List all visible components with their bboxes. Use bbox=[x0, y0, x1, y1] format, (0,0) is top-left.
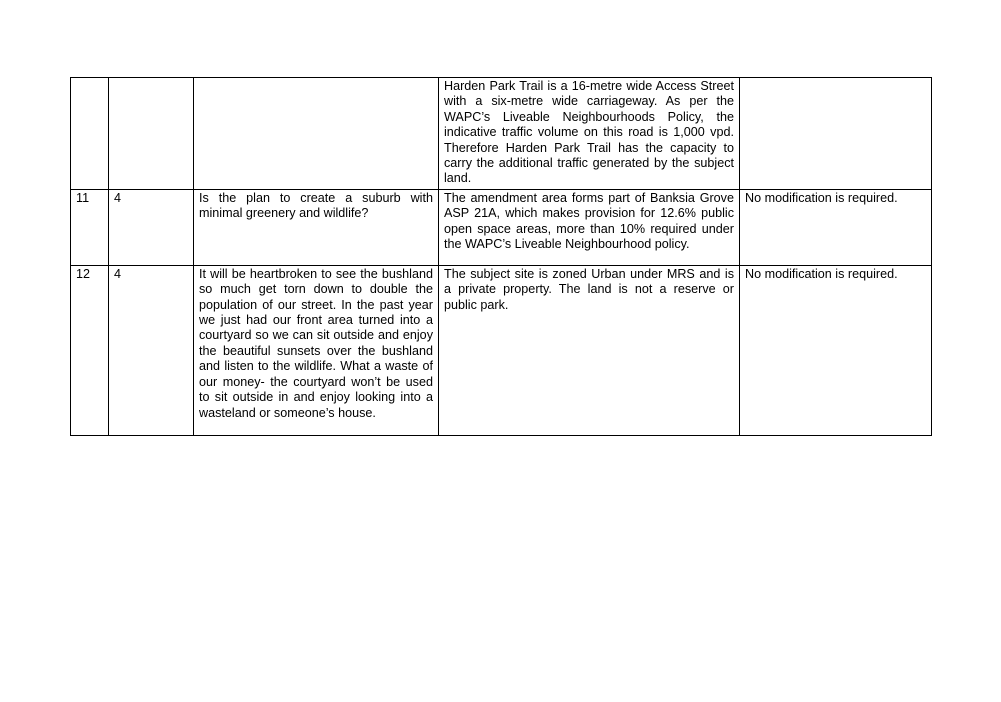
cell-submission-text: Is the plan to create a suburb with minimal greenery and wildlife? bbox=[194, 189, 439, 265]
cell-modification bbox=[740, 78, 932, 190]
cell-modification: No modification is required. bbox=[740, 265, 932, 435]
submissions-table bbox=[70, 77, 932, 436]
cell-submission-no: 12 bbox=[71, 265, 109, 435]
table-row bbox=[71, 189, 932, 265]
cell-response-text: The subject site is zoned Urban under MRS and is a private property. The land is not a reserve or public park. bbox=[439, 265, 740, 435]
cell-submission-text bbox=[194, 78, 439, 190]
cell-response-text: The amendment area forms part of Banksia Grove ASP 21A, which makes provision for 12.6% public open space areas, more than 10% required under the WAPC’s Liveable Neighbourhood policy. bbox=[439, 189, 740, 265]
cell-category: 4 bbox=[109, 265, 194, 435]
table-row bbox=[71, 78, 932, 190]
cell-response-text: Harden Park Trail is a 16-metre wide Access Street with a six-metre wide carriageway. As per the WAPC’s Liveable Neighbourhoods Policy, the indicative traffic volume on this road is 1,000 vpd. Therefore Harden Park Trail has the capacity to carry the additional traffic generated by the subject land. bbox=[439, 78, 740, 190]
cell-category bbox=[109, 78, 194, 190]
cell-modification: No modification is required. bbox=[740, 189, 932, 265]
cell-submission-text: It will be heartbroken to see the bushland so much get torn down to double the population of our street. In the past year we just had our front area turned into a courtyard so we can sit outside and enjoy the beautiful sunsets over the bushland and listen to the wildlife. What a waste of our money- the courtyard won’t be used to sit outside in and enjoy looking into a wasteland or someone’s house. bbox=[194, 265, 439, 435]
cell-submission-no bbox=[71, 78, 109, 190]
cell-submission-no: 11 bbox=[71, 189, 109, 265]
cell-category: 4 bbox=[109, 189, 194, 265]
table-row bbox=[71, 265, 932, 435]
